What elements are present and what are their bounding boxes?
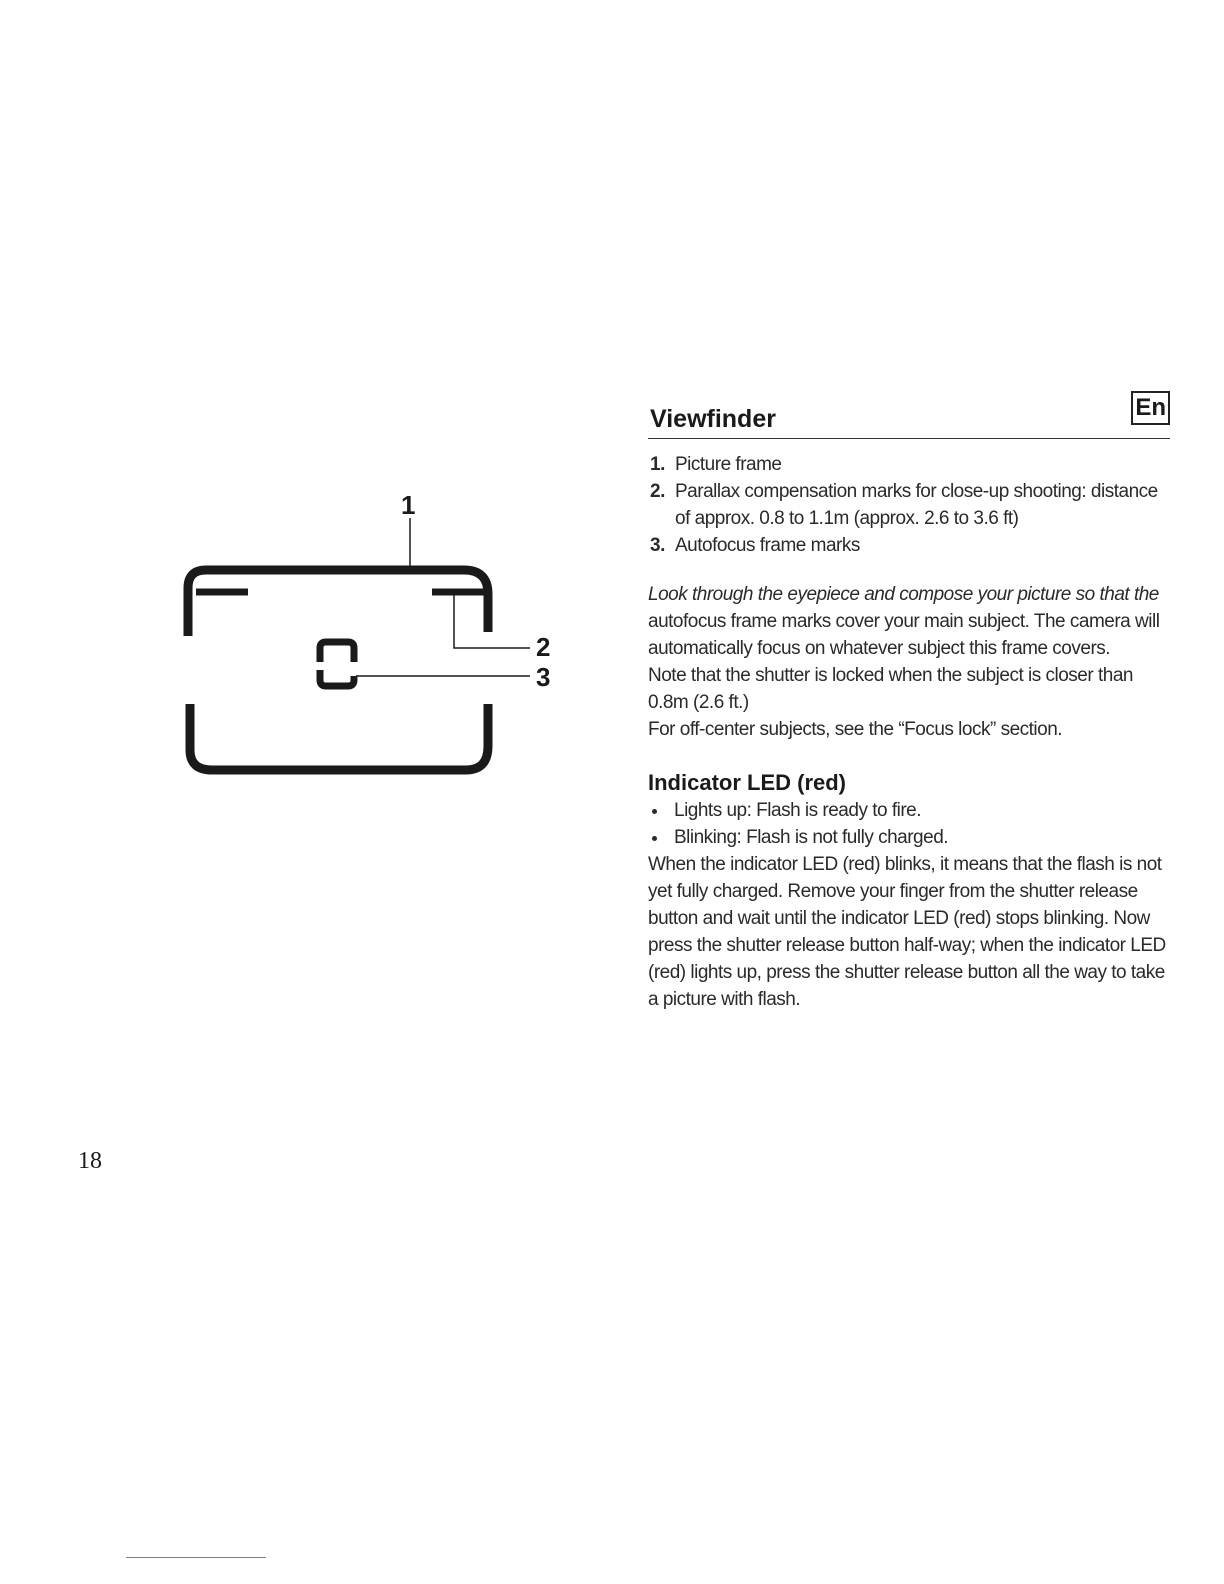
item-text: Picture frame bbox=[675, 454, 782, 475]
italic-lead: Look through the eyepiece and compose your picture so that the bbox=[648, 584, 1159, 605]
instructions-block bbox=[648, 581, 1170, 743]
callout-1: 1 bbox=[401, 490, 416, 520]
callout-2: 2 bbox=[536, 632, 551, 662]
picture-frame-top bbox=[188, 570, 488, 636]
indicator-paragraph: When the indicator LED (red) blinks, it means that the flash is not yet fully charged. Remove your finger from the shutter release button and wait until the indicator LED (red) stops blinking. Now press the shutter release button half-way; when the indicator LED (red) lights up, press the shutter release button all the way to take a picture with flash. bbox=[648, 854, 1166, 1010]
item-number: 2. bbox=[650, 481, 665, 502]
item-number: 3. bbox=[650, 535, 665, 556]
paragraph-rest: autofocus frame marks cover your main subject. The camera will automatically focus on whatever subject this frame covers. bbox=[648, 611, 1160, 659]
instruction-paragraph bbox=[648, 581, 1170, 662]
section-header bbox=[648, 388, 1170, 439]
viewfinder-items-list bbox=[648, 451, 1170, 559]
picture-frame-bottom bbox=[190, 704, 488, 770]
focus-lock-reference: For off-center subjects, see the “Focus lock” section. bbox=[648, 719, 1063, 740]
list-item: Lights up: Flash is ready to fire. bbox=[648, 797, 1170, 824]
page-title: Viewfinder bbox=[650, 405, 776, 433]
viewfinder-diagram bbox=[170, 480, 570, 790]
page-number: 18 bbox=[78, 1148, 102, 1174]
list-item: Blinking: Flash is not fully charged. bbox=[648, 824, 1170, 851]
viewfinder-illustration bbox=[170, 480, 570, 790]
indicator-bullets bbox=[648, 797, 1170, 851]
item-text: Parallax compensation marks for close-up shooting: distance of approx. 0.8 to 1.1m (approx. 2.6 to 3.6 ft) bbox=[675, 481, 1158, 529]
item-text: Autofocus frame marks bbox=[675, 535, 860, 556]
list-item bbox=[648, 478, 1170, 532]
item-number: 1. bbox=[650, 454, 665, 475]
text-column bbox=[648, 388, 1170, 1013]
callout-3: 3 bbox=[536, 662, 551, 692]
autofocus-mark-top bbox=[320, 642, 354, 662]
shutter-lock-note: Note that the shutter is locked when the subject is closer than 0.8m (2.6 ft.) bbox=[648, 665, 1133, 713]
list-item bbox=[648, 451, 1170, 478]
autofocus-mark-bottom bbox=[320, 670, 354, 686]
indicator-title: Indicator LED (red) bbox=[648, 770, 847, 795]
list-item bbox=[648, 532, 1170, 559]
language-badge: En bbox=[1131, 391, 1170, 425]
footer-rule bbox=[126, 1557, 266, 1558]
